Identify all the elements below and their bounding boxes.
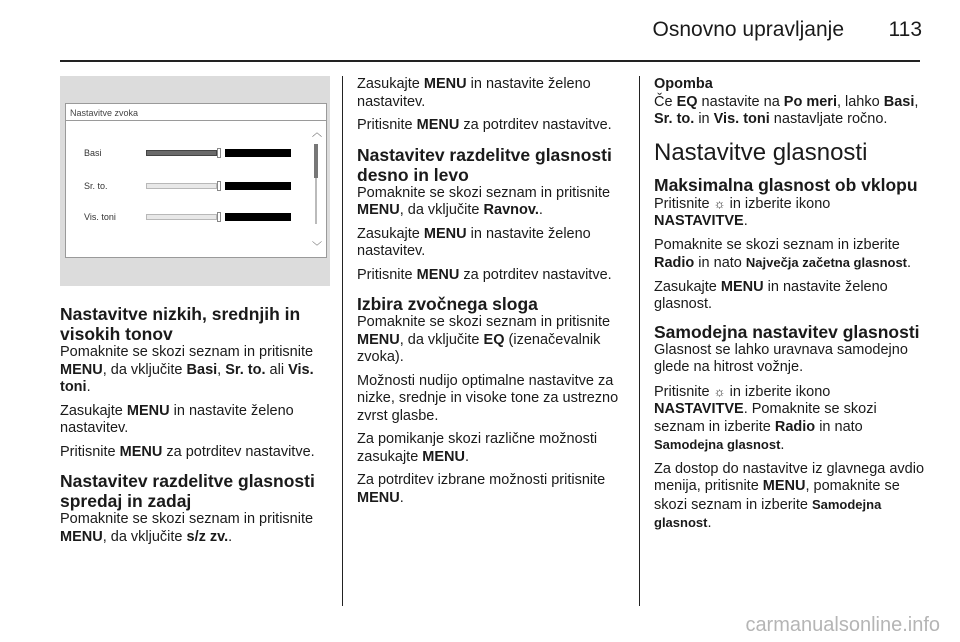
section-heading: Nastavitev razdelitve glasnosti spredaj in zadaj <box>60 471 315 511</box>
header-divider <box>60 60 920 62</box>
paragraph: Za potrditev izbrane možnosti pritisnite MENU. <box>357 472 606 506</box>
screen-title: Nastavitve zvoka <box>70 108 139 118</box>
bass-label: Basi <box>84 148 102 158</box>
paragraph: Pomaknite se skozi seznam in pritisnite MENU, da vključite EQ (izenačevalnik zvoka). <box>357 314 611 365</box>
section-heading: Nastavitve nizkih, srednjih in visokih tonov <box>60 304 301 344</box>
scrollbar-thumb[interactable] <box>314 144 318 178</box>
chapter-title: Osnovno upravljanje <box>652 18 844 41</box>
slider-knob[interactable] <box>217 181 221 191</box>
paragraph: Zasukajte MENU in nastavite želeno nastavitev. <box>357 225 591 259</box>
slider-right-track <box>225 182 291 190</box>
paragraph: Za pomikanje skozi različne možnosti zasukajte MENU. <box>357 431 598 465</box>
paragraph: Pomaknite se skozi seznam in pritisnite MENU, da vključite Basi, Sr. to. ali Vis. toni. <box>60 344 314 395</box>
screen-title-divider <box>66 120 326 121</box>
paragraph: Pomaknite se skozi seznam in pritisnite MENU, da vključite s/z zv.. <box>60 511 314 545</box>
slider-right-track <box>225 149 291 157</box>
section-heading: Samodejna nastavitev glasnosti <box>654 321 920 342</box>
paragraph: Pritisnite MENU za potrditev nastavitve. <box>357 266 612 283</box>
note-title: Opomba <box>654 76 713 92</box>
paragraph: Pritisnite ☼ in izberite ikono NASTAVITVE. <box>654 195 831 229</box>
chapter-section-title: Nastavitve glasnosti <box>654 138 868 166</box>
note-text: Če EQ nastavite na Po meri, lahko Basi, Sr. to. in Vis. toni nastavljate ročno. <box>654 93 919 127</box>
paragraph: Pritisnite ☼ in izberite ikono NASTAVITVE. Pomaknite se skozi seznam in izberite Radio in nato Samodejna glasnost. <box>654 383 877 453</box>
column-1 <box>60 76 330 552</box>
slider-right-track <box>225 213 291 221</box>
paragraph: Pomaknite se skozi seznam in izberite Radio in nato Največja začetna glasnost. <box>654 236 912 271</box>
treble-label: Vis. toni <box>84 212 116 222</box>
page-header <box>0 0 960 60</box>
column-2 <box>357 76 629 513</box>
slider-knob[interactable] <box>217 148 221 158</box>
sound-settings-screenshot <box>60 76 330 286</box>
paragraph: Možnosti nudijo optimalne nastavitve za nizke, srednje in visoke tone za ustrezno zvrst glasbe. <box>357 372 619 424</box>
settings-icon: ☼ <box>713 195 726 211</box>
mid-label: Sr. to. <box>84 181 108 191</box>
section-heading: Izbira zvočnega sloga <box>357 294 538 314</box>
chevron-down-icon[interactable]: ﹀ <box>312 242 322 253</box>
paragraph: Pritisnite MENU za potrditev nastavitve. <box>60 443 315 460</box>
column-divider <box>342 76 343 606</box>
column-divider <box>639 76 640 606</box>
page-number: 113 <box>888 18 922 41</box>
settings-icon: ☼ <box>713 383 726 399</box>
watermark: carmanualsonline.info <box>745 614 940 636</box>
paragraph: Zasukajte MENU in nastavite želeno nastavitev. <box>60 402 294 436</box>
slider-knob[interactable] <box>217 212 221 222</box>
display-screen <box>65 103 327 258</box>
column-3 <box>654 76 926 539</box>
section-heading: Maksimalna glasnost ob vklopu <box>654 174 918 195</box>
treble-slider[interactable] <box>146 212 291 222</box>
paragraph: Zasukajte MENU in nastavite želeno nastavitev. <box>357 76 591 110</box>
slider-left-track <box>146 183 217 189</box>
paragraph: Zasukajte MENU in nastavite želeno glasnost. <box>654 278 888 312</box>
section-heading: Nastavitev razdelitve glasnosti desno in levo <box>357 144 612 185</box>
bass-slider[interactable] <box>146 148 291 158</box>
mid-slider[interactable] <box>146 181 291 191</box>
paragraph: Za dostop do nastavitve iz glavnega avdio menija, pritisnite MENU, pomaknite se skozi seznam in izberite Samodejna glasnost. <box>654 460 925 531</box>
paragraph: Pritisnite MENU za potrditev nastavitve. <box>357 117 612 133</box>
chevron-up-icon[interactable]: ︿ <box>312 128 322 139</box>
paragraph: Pomaknite se skozi seznam in pritisnite MENU, da vključite Ravnov.. <box>357 184 611 218</box>
paragraph: Glasnost se lahko uravnava samodejno glede na hitrost vožnje. <box>654 341 908 375</box>
slider-left-track <box>146 150 217 156</box>
slider-left-track <box>146 214 217 220</box>
